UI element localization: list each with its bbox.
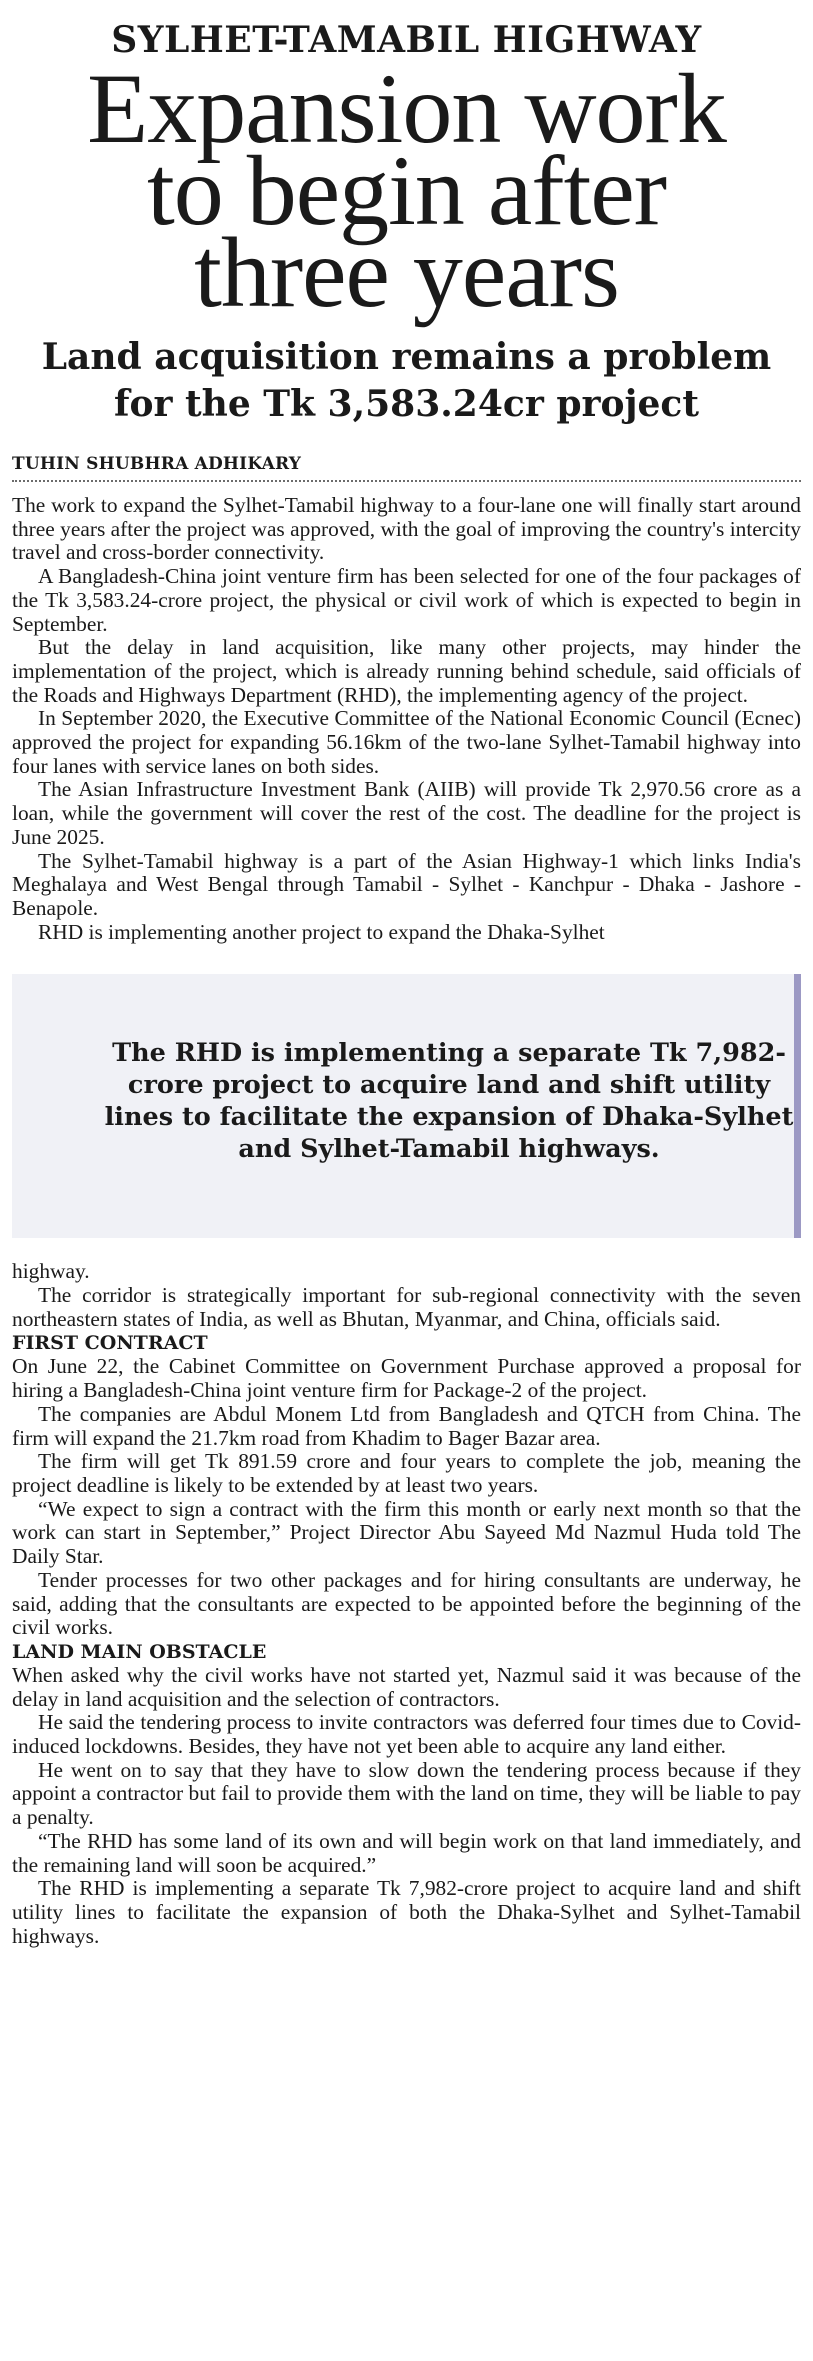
section-heading-first-contract: FIRST CONTRACT bbox=[12, 1332, 208, 1355]
paragraph: On June 22, the Cabinet Committee on Government Purchase approved a proposal for hiring a Bangladesh-China joint venture firm for Package-2 of the project. bbox=[12, 1354, 801, 1403]
kicker: SYLHET-TAMABIL HIGHWAY bbox=[111, 19, 702, 61]
section-heading-land-main-obstacle: LAND MAIN OBSTACLE bbox=[12, 1640, 267, 1663]
headline-line: Expansion work bbox=[87, 53, 726, 164]
paragraph: When asked why the civil works have not started yet, Nazmul said it was because of the delay in land acquisition and the selection of contractors. bbox=[12, 1662, 801, 1711]
paragraph-continuation: highway. bbox=[12, 1259, 90, 1284]
paragraph: The firm will get Tk 891.59 crore and four years to complete the job, meaning the project deadline is likely to be extended by at least two years. bbox=[12, 1449, 801, 1497]
headline-line: three years bbox=[194, 217, 619, 328]
paragraph: He went on to say that they have to slow down the tendering process because if they appoint a contractor but fail to provide them with the land on time, they will be liable to pay a penalty. bbox=[12, 1757, 801, 1830]
paragraph: The companies are Abdul Monem Ltd from Bangladesh and QTCH from China. The firm will expand the 21.7km road from Khadim to Bager Bazar area. bbox=[12, 1401, 801, 1450]
paragraph: The corridor is strategically important for sub-regional connectivity with the seven northeastern states of India, as well as Bhutan, Myanmar, and China, officials said. bbox=[12, 1283, 801, 1331]
headline bbox=[12, 53, 801, 328]
paragraph: The Asian Infrastructure Investment Bank (AIIB) will provide Tk 2,970.56 crore as a loan, while the government will cover the rest of the cost. The deadline for the project is June 2025. bbox=[12, 777, 801, 849]
paragraph: The Sylhet-Tamabil highway is a part of the Asian Highway-1 which links India's Meghalaya and West Bengal through Tamabil - Sylhet - Kanchpur - Dhaka - Jashore - Benapole. bbox=[12, 848, 801, 920]
pull-quote-text: The RHD is implementing a separate Tk 7,982-crore project to acquire land and shift utility lines to facilitate the expansion of Dhaka-Sylhet and Sylhet-Tamabil highways. bbox=[104, 1038, 794, 1165]
subheadline bbox=[12, 334, 801, 428]
paragraph: RHD is implementing another project to expand the Dhaka-Sylhet bbox=[38, 919, 605, 944]
paragraph: Tender processes for two other packages and for hiring consultants are underway, he said, adding that the consultants are expected to be appointed before the beginning of the civil works. bbox=[12, 1567, 801, 1640]
pull-quote bbox=[12, 974, 801, 1238]
paragraph: A Bangladesh-China joint venture firm has been selected for one of the four packages of the Tk 3,583.24-crore project, the physical or civil work of which is expected to begin in September. bbox=[12, 564, 801, 636]
pull-quote-accent-bar bbox=[794, 974, 801, 1238]
paragraph: But the delay in land acquisition, like many other projects, may hinder the implementation of the project, which is already running behind schedule, said officials of the Roads and Highways Department (RHD), the implementing agency of the project. bbox=[12, 635, 801, 707]
article-body-bottom bbox=[12, 1260, 801, 1948]
subhead-line: Land acquisition remains a problem bbox=[41, 336, 772, 378]
paragraph: The work to expand the Sylhet-Tamabil highway to a four-lane one will finally start around three years after the project was approved, with the goal of improving the country's intercity travel and cross-border connectivity. bbox=[12, 493, 801, 565]
headline-line: to begin after bbox=[146, 135, 667, 246]
paragraph: “We expect to sign a contract with the firm this month or early next month so that the work can start in September,” Project Director Abu Sayeed Md Nazmul Huda told The Daily Star. bbox=[12, 1496, 801, 1569]
article bbox=[0, 18, 813, 1948]
subhead-line: for the Tk 3,583.24cr project bbox=[114, 383, 699, 425]
article-body-top bbox=[12, 494, 801, 944]
paragraph: The RHD is implementing a separate Tk 7,982-crore project to acquire land and shift utility lines to facilitate the expansion of both the Dhaka-Sylhet and Sylhet-Tamabil highways. bbox=[12, 1876, 801, 1948]
paragraph: “The RHD has some land of its own and will begin work on that land immediately, and the remaining land will soon be acquired.” bbox=[12, 1828, 801, 1877]
paragraph: In September 2020, the Executive Committee of the National Economic Council (Ecnec) approved the project for expanding 56.16km of the two-lane Sylhet-Tamabil highway into four lanes with service lanes on both sides. bbox=[12, 706, 801, 778]
byline: TUHIN SHUBHRA ADHIKARY bbox=[12, 454, 801, 482]
paragraph: He said the tendering process to invite contractors was deferred four times due to Covid-induced lockdowns. Besides, they have not yet been able to acquire any land either. bbox=[12, 1710, 801, 1759]
